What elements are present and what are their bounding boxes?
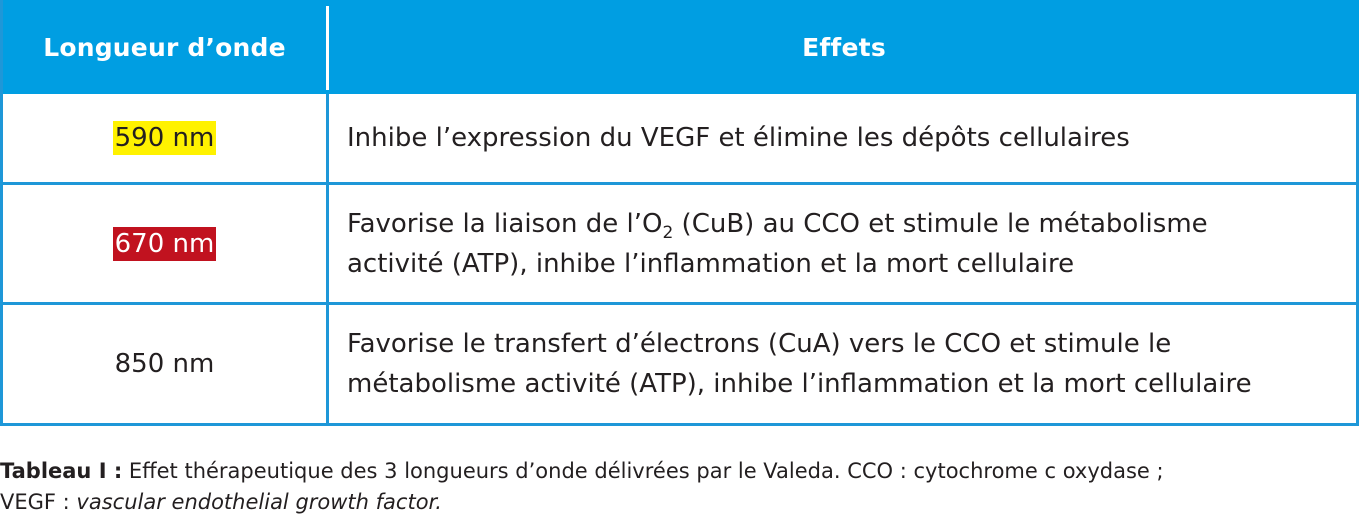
effect-cell (347, 185, 1347, 302)
effect-text-line: activité (ATP), inhibe l’inflammation et la mort cellulaire (347, 248, 1075, 279)
wavelength-670-label: 670 nm (114, 228, 215, 259)
table-caption (0, 456, 1359, 518)
effect-cell (347, 94, 1347, 182)
wavelength-cell (3, 185, 326, 302)
caption-label: Tableau I : (0, 459, 123, 483)
wavelength-850-label: 850 nm (114, 349, 215, 379)
caption-line (0, 487, 1359, 518)
effect-text-line: métabolisme activité (ATP), inhibe l’inflammation et la mort cellulaire (347, 369, 1252, 399)
table-row (3, 185, 1359, 305)
effect-text-line (347, 204, 1347, 244)
subscript-2: 2 (662, 222, 674, 243)
effect-text-segment: Favorise la liaison de l’O (347, 208, 663, 239)
caption-text: Effet thérapeutique des 3 longueurs d’onde délivrées par le Valeda. CCO : cytochrome c oxydase ; (122, 459, 1164, 483)
effect-text-segment: (CuB) au CCO et stimule le métabolisme (673, 208, 1208, 239)
table-row (3, 305, 1359, 423)
caption-line (0, 456, 1359, 487)
header-wavelength: Longueur d’onde (43, 32, 286, 62)
caption-italic-text: vascular endothelial growth factor. (76, 490, 442, 514)
caption-text: VEGF : (0, 490, 77, 514)
wavelength-cell (3, 305, 326, 423)
effect-text-line: Inhibe l’expression du VEGF et élimine les dépôts cellulaires (347, 123, 1130, 153)
wavelength-cell (3, 94, 326, 182)
table-header-row (3, 0, 1359, 94)
table-row (3, 94, 1359, 185)
effect-text-line: Favorise le transfert d’électrons (CuA) vers le CCO et stimule le (347, 329, 1172, 359)
header-effects: Effets (802, 32, 886, 62)
effect-cell (347, 305, 1347, 423)
wavelength-590-label: 590 nm (114, 123, 215, 153)
